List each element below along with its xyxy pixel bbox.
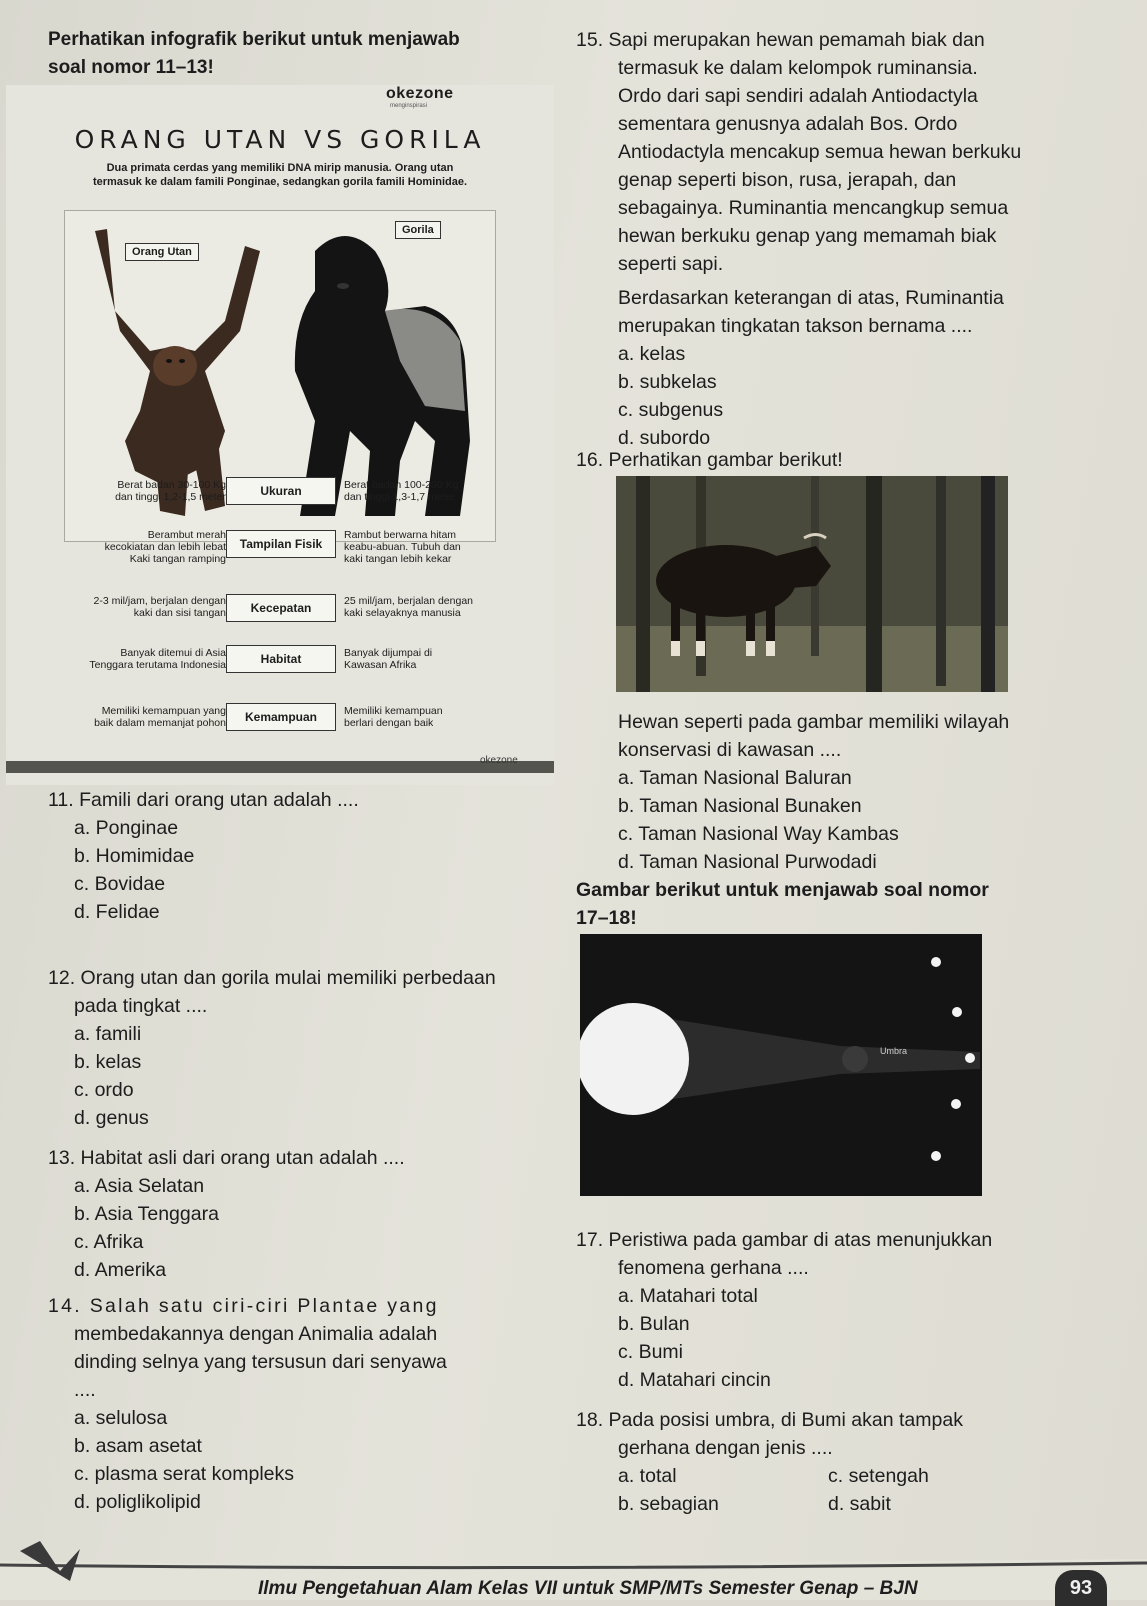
eclipse-illustration xyxy=(580,934,982,1196)
eclipse-instruction xyxy=(576,876,1136,932)
orbit-dot-5 xyxy=(931,1151,941,1161)
banteng-forest-illustration xyxy=(616,476,1008,692)
q14-option-a: a. selulosa xyxy=(74,1407,168,1429)
q15-line-2: termasuk ke dalam kelompok ruminansia. xyxy=(618,57,978,79)
fisik-right-1: Rambut berwarna hitam xyxy=(344,529,457,541)
subtitle-line-1: Dua primata cerdas yang memiliki DNA mirip manusia. Orang utan xyxy=(106,162,454,174)
orbit-dot-4 xyxy=(951,1099,961,1109)
q15-line-9: seperti sapi. xyxy=(618,253,724,275)
q15-line-7: sebagainya. Ruminantia mencangkup semua xyxy=(618,197,1009,219)
q15-line-8: hewan berkuku genap yang memamah biak xyxy=(618,225,997,247)
q14-stem-1: 14. Salah satu ciri-ciri Plantae yang xyxy=(48,1295,439,1317)
q16-option-c: c. Taman Nasional Way Kambas xyxy=(618,823,899,845)
q14-options xyxy=(48,1404,447,1516)
q11-option-c: c. Bovidae xyxy=(74,873,166,895)
q11-option-a: a. Ponginae xyxy=(74,817,179,839)
q12-option-c: c. ordo xyxy=(74,1079,134,1101)
eclipse-instruction-line-1: Gambar berikut untuk menjawab soal nomor xyxy=(576,879,989,901)
fisik-left-2: kecokiatan dan lebih lebat xyxy=(104,541,226,553)
q15-line-3: Ordo dari sapi sendiri adalah Antiodactyla xyxy=(618,85,978,107)
instruction-line-1: Perhatikan infografik berikut untuk menjawab xyxy=(48,29,460,50)
question-12 xyxy=(48,964,496,1132)
banteng-photo xyxy=(616,476,1008,692)
gorilla-figure xyxy=(295,236,470,516)
q18-option-c: c. setengah xyxy=(828,1465,929,1487)
q18-stem-2: gerhana dengan jenis .... xyxy=(618,1437,833,1459)
fisik-right-2: keabu-abuan. Tubuh dan xyxy=(344,541,461,553)
kecepatan-right-2: kaki selayaknya manusia xyxy=(344,607,461,619)
q16-option-a: a. Taman Nasional Baluran xyxy=(618,767,852,789)
question-15 xyxy=(576,26,1136,452)
q16-question-1: Hewan seperti pada gambar memiliki wilayah xyxy=(618,711,1010,733)
question-18 xyxy=(576,1406,1136,1518)
kecepatan-left-2: kaki dan sisi tangan xyxy=(133,607,226,619)
instruction-line-2: soal nomor 11–13! xyxy=(48,57,214,78)
ukuran-left-2: dan tinggi 1,2-1,5 meter xyxy=(115,491,226,503)
q17-stem-2: fenomena gerhana .... xyxy=(618,1257,809,1279)
subtitle-line-2: termasuk ke dalam famili Ponginae, sedangkan gorila famili Hominidae. xyxy=(92,176,468,188)
question-16 xyxy=(618,708,1138,876)
q13-stem: 13. Habitat asli dari orang utan adalah .... xyxy=(48,1147,405,1169)
q18-options xyxy=(576,1462,1136,1518)
fisik-right-3: kaki tangan lebih kekar xyxy=(344,553,452,565)
question-11 xyxy=(48,786,359,926)
q15-options xyxy=(576,340,1136,452)
kemampuan-label: Kemampuan xyxy=(226,703,336,731)
ukuran-right-1: Berat badan 100-200 Kg xyxy=(344,479,459,491)
q11-stem: 11. Famili dari orang utan adalah .... xyxy=(48,789,359,811)
q17-options xyxy=(576,1282,1136,1394)
q17-option-a: a. Matahari total xyxy=(618,1285,758,1307)
habitat-left-2: Tenggara terutama Indonesia xyxy=(89,659,226,671)
q15-line-6: genap seperti bison, rusa, jerapah, dan xyxy=(618,169,957,191)
q15-line-4: sementara genusnya adalah Bos. Ordo xyxy=(618,113,958,135)
orbit-dot-1 xyxy=(931,957,941,967)
q11-option-b: b. Homimidae xyxy=(74,845,195,867)
q14-option-d: d. poliglikolipid xyxy=(74,1491,201,1513)
q12-stem-2: pada tingkat .... xyxy=(74,995,208,1017)
infographic-subtitle xyxy=(6,161,554,189)
eclipse-instruction-line-2: 17–18! xyxy=(576,907,637,929)
q16-options xyxy=(618,764,1138,876)
q18-option-d: d. sabit xyxy=(828,1493,891,1515)
q11-options xyxy=(48,814,359,926)
infographic-footer-bar xyxy=(6,761,554,773)
orangutan-vs-gorilla-infographic xyxy=(6,85,554,785)
question-17 xyxy=(576,1226,1136,1394)
habitat-left-1: Banyak ditemui di Asia xyxy=(120,647,226,659)
q12-option-b: b. kelas xyxy=(74,1051,142,1073)
q15-option-c: c. subgenus xyxy=(618,399,724,421)
okezone-logo: okezone xyxy=(386,85,454,102)
umbra-label: Umbra xyxy=(880,1046,908,1056)
q17-option-d: d. Matahari cincin xyxy=(618,1369,771,1391)
q14-option-c: c. plasma serat kompleks xyxy=(74,1463,294,1485)
book-footer-title: Ilmu Pengetahuan Alam Kelas VII untuk SMP/MTs Semester Genap – BJN xyxy=(258,1578,918,1599)
page-number: 93 xyxy=(1055,1570,1107,1606)
q16-question-2: konservasi di kawasan .... xyxy=(618,739,842,761)
q13-option-a: a. Asia Selatan xyxy=(74,1175,205,1197)
q15-option-d: d. subordo xyxy=(618,427,711,449)
fisik-left-3: Kaki tangan ramping xyxy=(129,553,226,565)
q13-option-c: c. Afrika xyxy=(74,1231,144,1253)
q18-option-b: b. sebagian xyxy=(618,1493,719,1515)
q13-option-b: b. Asia Tenggara xyxy=(74,1203,219,1225)
q18-stem-1: 18. Pada posisi umbra, di Bumi akan tampak xyxy=(576,1409,963,1431)
gorilla-label: Gorila xyxy=(395,221,441,239)
q15-question-2: merupakan tingkatan takson bernama .... xyxy=(618,315,973,337)
orangutan-figure xyxy=(95,229,260,516)
q16-option-d: d. Taman Nasional Purwodadi xyxy=(618,851,877,873)
q11-option-d: d. Felidae xyxy=(74,901,160,923)
ukuran-label: Ukuran xyxy=(226,477,336,505)
fisik-left-1: Berambut merah xyxy=(147,529,226,541)
q15-line-1: 15. Sapi merupakan hewan pemamah biak dan xyxy=(576,29,985,51)
eclipse-diagram xyxy=(580,934,982,1196)
orbit-dot-2 xyxy=(952,1007,962,1017)
kemampuan-left-1: Memiliki kemampuan yang xyxy=(101,705,226,717)
q12-options xyxy=(48,1020,496,1132)
orangutan-label: Orang Utan xyxy=(125,243,199,261)
q18-option-a: a. total xyxy=(618,1465,677,1487)
q14-option-b: b. asam asetat xyxy=(74,1435,202,1457)
q17-option-b: b. Bulan xyxy=(618,1313,690,1335)
q17-option-c: c. Bumi xyxy=(618,1341,684,1363)
question-14 xyxy=(48,1292,447,1516)
habitat-label: Habitat xyxy=(226,645,336,673)
ukuran-left-1: Berat badan 30-100 Kg xyxy=(117,479,226,491)
q16-stem: 16. Perhatikan gambar berikut! xyxy=(576,449,843,471)
q15-line-5: Antiodactyla mencakup semua hewan berkuku xyxy=(618,141,1022,163)
kecepatan-label: Kecepatan xyxy=(226,594,336,622)
q15-option-a: a. kelas xyxy=(618,343,686,365)
q15-question-1: Berdasarkan keterangan di atas, Ruminantia xyxy=(618,287,1004,309)
q17-stem-1: 17. Peristiwa pada gambar di atas menunjukkan xyxy=(576,1229,993,1251)
q13-options xyxy=(48,1172,405,1284)
q16-option-b: b. Taman Nasional Bunaken xyxy=(618,795,862,817)
q12-stem-1: 12. Orang utan dan gorila mulai memiliki perbedaan xyxy=(48,967,496,989)
q14-stem-2: membedakannya dengan Animalia adalah xyxy=(74,1323,438,1345)
ukuran-right-2: dan tinggi 1,3-1,7 meter xyxy=(344,491,455,503)
q13-option-d: d. Amerika xyxy=(74,1259,167,1281)
kemampuan-left-2: baik dalam memanjat pohon xyxy=(94,717,226,729)
moon-body xyxy=(842,1046,868,1072)
habitat-right-2: Kawasan Afrika xyxy=(344,659,417,671)
infographic-title: ORANG UTAN VS GORILA xyxy=(74,125,486,154)
kemampuan-right-1: Memiliki kemampuan xyxy=(344,705,443,717)
q12-option-a: a. famili xyxy=(74,1023,142,1045)
kecepatan-right-1: 25 mil/jam, berjalan dengan xyxy=(344,595,473,607)
okezone-footer-logo: okezone xyxy=(480,755,518,766)
kecepatan-left-1: 2-3 mil/jam, berjalan dengan xyxy=(93,595,226,607)
orbit-dot-3 xyxy=(965,1053,975,1063)
kemampuan-right-2: berlari dengan baik xyxy=(344,717,434,729)
q14-stem-3: dinding selnya yang tersusun dari senyawa xyxy=(74,1351,447,1373)
okezone-tagline: menginspirasi xyxy=(390,103,428,109)
q15-option-b: b. subkelas xyxy=(618,371,717,393)
question-13 xyxy=(48,1144,405,1284)
habitat-right-1: Banyak dijumpai di xyxy=(344,647,433,659)
infographic-instruction xyxy=(48,26,568,82)
tampilan-fisik-label: Tampilan Fisik xyxy=(226,530,336,558)
q12-option-d: d. genus xyxy=(74,1107,149,1129)
earth-body xyxy=(580,1003,689,1115)
q14-stem-4: .... xyxy=(74,1379,96,1401)
